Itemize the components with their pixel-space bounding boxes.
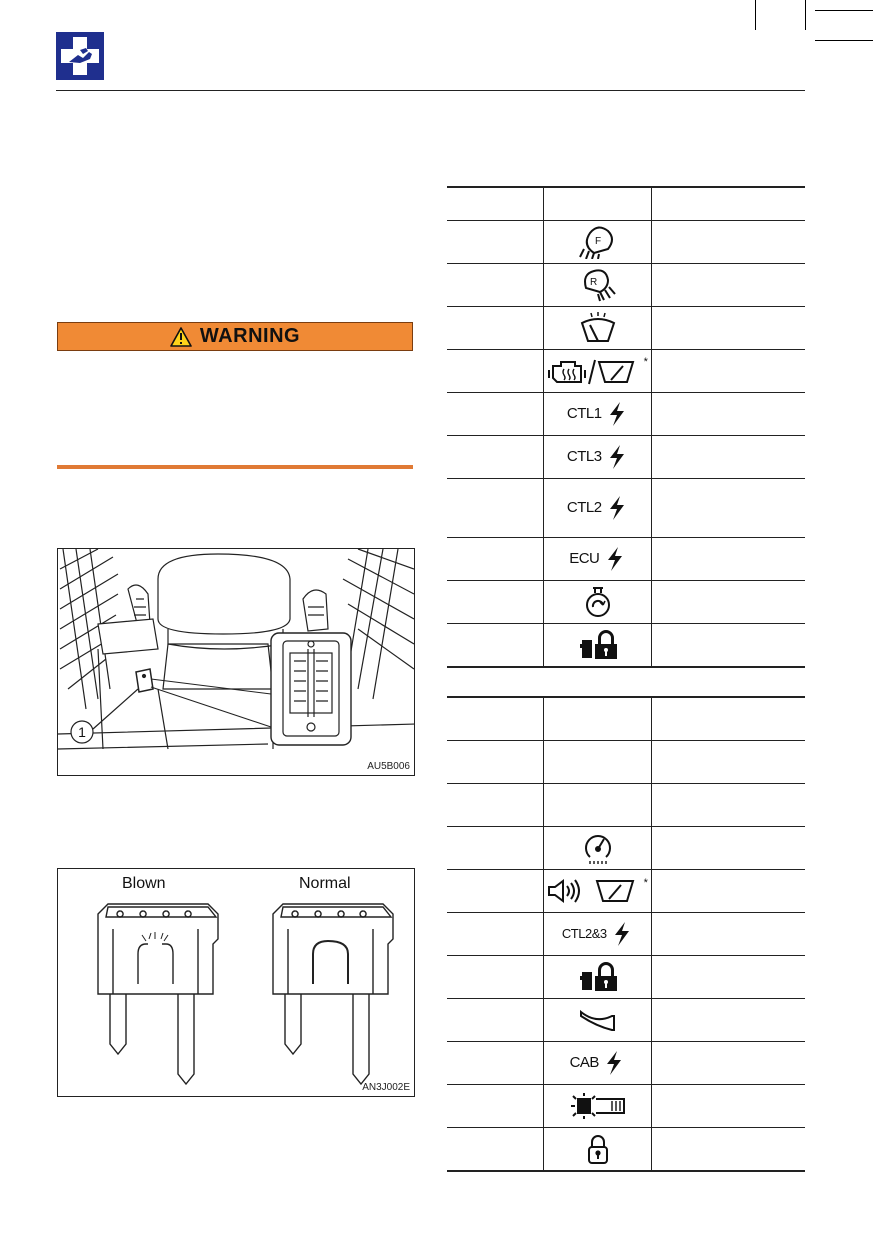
lightning-icon [611,925,633,942]
table-row [447,479,805,538]
lightning-icon [606,499,628,516]
circuit-label: CTL2&3 [561,926,607,942]
table-row [447,999,805,1042]
table-row [447,956,805,999]
lever-lock-icon [578,968,618,985]
fuse-box-figure [57,548,415,776]
warning-triangle-icon [170,327,192,347]
crop-mark [815,10,873,11]
padlock-icon [585,1140,611,1157]
lever-lock-icon [578,636,618,653]
table-row [447,1085,805,1128]
table-row [447,581,805,624]
front-work-light-icon [578,233,618,250]
asterisk: * [643,356,648,368]
table-row [447,436,805,479]
table-row [447,1042,805,1085]
gauge-icon [582,839,614,856]
callout-number: 1 [78,724,86,740]
normal-label: Normal [299,875,351,892]
lightning-icon [604,550,626,567]
engine-preheat-wiper-icon [547,356,648,379]
circuit-label: CTL1 [566,405,602,423]
fuse-table-2 [447,696,805,1172]
table-row [447,538,805,581]
horn-icon [578,1011,618,1028]
rear-work-light-icon [578,276,618,293]
asterisk: * [643,877,648,889]
fuse-illustration [58,869,415,1097]
table-row [447,393,805,436]
table-row [447,870,805,913]
crop-mark [805,0,806,30]
table-row [447,307,805,350]
svg-text:R: R [589,277,597,288]
beacon-light-icon [568,1097,628,1114]
lightning-icon [603,1054,625,1071]
crop-mark [755,0,756,30]
table-header-row [447,187,805,221]
table-row [447,264,805,307]
table-row [447,624,805,668]
fuse-box-illustration [58,549,415,776]
svg-text:F: F [594,236,601,247]
fuse-table-1 [447,186,805,668]
lightning-icon [606,448,628,465]
wiper-washer-icon [578,319,618,336]
lightning-icon [606,405,628,422]
warning-banner [57,322,413,351]
fuse-compare-figure [57,868,415,1097]
circuit-label: ECU [569,550,600,568]
table-row [447,827,805,870]
figure-code: AU5B006 [367,761,410,772]
circuit-label: CAB [569,1054,599,1072]
circuit-label: CTL3 [566,448,602,466]
speaker-wiper-icon [547,877,648,899]
table-row [447,221,805,264]
header-rule [56,90,805,91]
medical-cross-logo-icon [56,32,104,80]
table-row [447,913,805,956]
table-row [447,697,805,741]
table-row [447,741,805,784]
table-row [447,784,805,827]
circuit-label: CTL2 [566,499,602,517]
table-row [447,1128,805,1172]
crop-mark [815,40,873,41]
warning-label: WARNING [199,325,301,347]
blown-label: Blown [122,875,166,892]
table-row [447,350,805,393]
figure-code: AN3J002E [362,1082,410,1093]
section-rule [57,465,413,469]
engine-start-icon [583,593,613,610]
